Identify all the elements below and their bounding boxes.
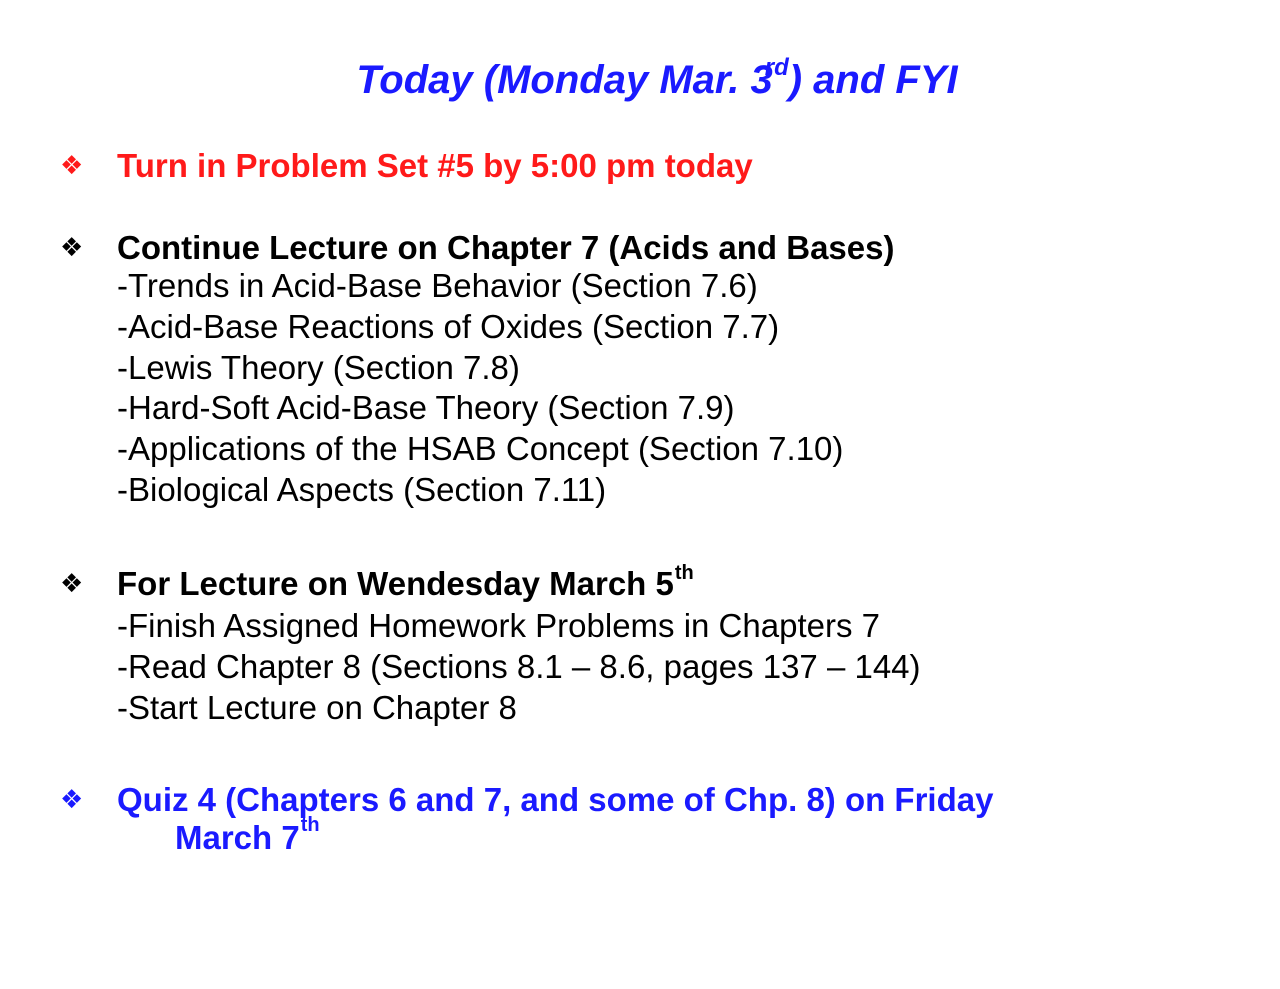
diamond-bullet-icon: ❖ (60, 569, 84, 599)
bullet-heading: Quiz 4 (Chapters 6 and 7, and some of Chp. 8) on Friday (117, 781, 994, 818)
sub-item: -Trends in Acid-Base Behavior (Section 7.6) (117, 267, 758, 304)
sub-item: -Applications of the HSAB Concept (Section 7.10) (117, 430, 844, 468)
diamond-bullet-icon: ❖ (60, 785, 84, 815)
sub-item: -Acid-Base Reactions of Oxides (Section 7.7) (117, 307, 780, 345)
slide-title (0, 54, 1280, 106)
sub-item: -Hard-Soft Acid-Base Theory (Section 7.9) (117, 389, 735, 427)
sub-item: -Finish Assigned Homework Problems in Chapters 7 (117, 607, 880, 644)
sub-item-list (117, 606, 921, 728)
title-suffix: ) and FYI (788, 58, 958, 102)
diamond-bullet-icon: ❖ (60, 151, 84, 181)
bullet-heading: Turn in Problem Set #5 by 5:00 pm today (117, 147, 753, 184)
bullet-heading-superscript: th (674, 562, 694, 584)
title-superscript: rd (764, 53, 789, 81)
sub-item: -Read Chapter 8 (Sections 8.1 – 8.6, pages 137 – 144) (117, 647, 921, 685)
bullet-continuation (175, 814, 320, 856)
sub-item: -Lewis Theory (Section 7.8) (117, 348, 520, 386)
bullet-heading (117, 562, 694, 602)
sub-item: -Biological Aspects (Section 7.11) (117, 470, 607, 508)
bullet-heading-text: For Lecture on Wendesday March 5 (117, 565, 674, 602)
bullet-heading: Continue Lecture on Chapter 7 (Acids and Bases) (117, 229, 895, 266)
diamond-bullet-icon: ❖ (60, 233, 84, 263)
sub-item: -Start Lecture on Chapter 8 (117, 688, 517, 726)
sub-item-list (117, 266, 843, 511)
title-text: Today (Monday Mar. 3 (356, 58, 773, 102)
continuation-superscript: th (300, 814, 320, 836)
continuation-text: March 7 (175, 819, 300, 856)
